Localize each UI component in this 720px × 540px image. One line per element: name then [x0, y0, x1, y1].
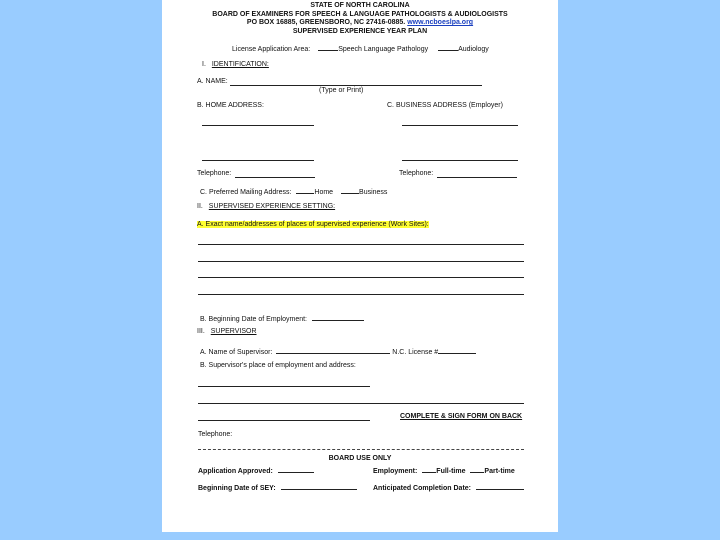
- home-address-line-1[interactable]: [202, 125, 314, 126]
- slp-checkbox-line[interactable]: [318, 43, 338, 51]
- employment-label: Employment:: [373, 468, 418, 475]
- completion-date-row: [373, 482, 524, 493]
- home-telephone-label: Telephone:: [197, 170, 232, 177]
- section3-title: SUPERVISOR: [210, 328, 257, 335]
- employment-row: [373, 465, 515, 476]
- application-approved-field[interactable]: [278, 465, 314, 473]
- name-field[interactable]: [230, 85, 482, 86]
- form-title: SUPERVISED EXPERIENCE YEAR PLAN: [292, 28, 428, 35]
- mailing-business-line[interactable]: [341, 186, 359, 194]
- mailing-business-option: Business: [359, 189, 388, 196]
- address-text: PO BOX 16885, GREENSBORO, NC 27416-0885.: [246, 19, 406, 26]
- application-approved-row: [198, 465, 314, 476]
- completion-date-field[interactable]: [476, 482, 524, 490]
- section1-number: I.: [202, 61, 206, 68]
- supervisor-telephone-label: Telephone:: [198, 431, 233, 438]
- part-time-line[interactable]: [470, 465, 484, 473]
- board-title: BOARD OF EXAMINERS FOR SPEECH & LANGUAGE PATHOLOGISTS & AUDIOLOGISTS: [212, 11, 508, 18]
- beginning-sey-row: [198, 482, 357, 493]
- worksite-line-4[interactable]: [198, 294, 524, 295]
- board-use-title: BOARD USE ONLY: [328, 455, 392, 462]
- supervisor-address-line-2[interactable]: [198, 403, 524, 404]
- website-link[interactable]: www.ncboeslpa.org: [407, 19, 474, 26]
- worksite-line-3[interactable]: [198, 277, 524, 278]
- section1-title: IDENTIFICATION:: [211, 61, 269, 68]
- application-approved-label: Application Approved:: [198, 468, 273, 475]
- nc-license-label: N.C. License #: [392, 349, 439, 356]
- board-address: [162, 19, 558, 27]
- section2-heading: [197, 203, 335, 211]
- part-time-option: Part-time: [484, 468, 515, 475]
- audiology-option: Audiology: [458, 46, 489, 53]
- license-area-row: [232, 43, 489, 54]
- section3-number: III.: [197, 328, 205, 335]
- home-telephone-field[interactable]: [235, 177, 315, 178]
- section3-heading: [197, 328, 257, 336]
- home-address-line-2[interactable]: [202, 160, 314, 161]
- supervisor-name-field[interactable]: [276, 346, 390, 354]
- name-hint: (Type or Print): [319, 87, 364, 94]
- section1-heading: [202, 61, 269, 69]
- supervisor-address-line-3[interactable]: [198, 420, 370, 421]
- beginning-date-field[interactable]: [312, 313, 364, 321]
- license-area-label: License Application Area:: [232, 46, 311, 53]
- business-address-line-2[interactable]: [402, 160, 518, 161]
- mailing-home-option: Home: [314, 189, 334, 196]
- state-title: STATE OF NORTH CAROLINA: [310, 2, 410, 9]
- mailing-address-row: [200, 186, 387, 197]
- worksite-line-1[interactable]: [198, 244, 524, 245]
- supervisor-name-label: A. Name of Supervisor:: [200, 349, 273, 356]
- supervisor-employment-label: B. Supervisor's place of employment and address:: [200, 362, 356, 369]
- beginning-date-row: [200, 313, 364, 324]
- completion-date-label: Anticipated Completion Date:: [373, 485, 472, 492]
- board-use-divider: [198, 449, 524, 450]
- beginning-date-label: B. Beginning Date of Employment:: [200, 316, 308, 323]
- worksite-line-2[interactable]: [198, 261, 524, 262]
- beginning-sey-field[interactable]: [281, 482, 357, 490]
- slp-option: Speech Language Pathology: [338, 46, 429, 53]
- complete-sign-note: COMPLETE & SIGN FORM ON BACK: [400, 413, 523, 420]
- mailing-home-line[interactable]: [296, 186, 314, 194]
- full-time-line[interactable]: [422, 465, 436, 473]
- worksites-label: [197, 221, 429, 229]
- nc-license-field[interactable]: [438, 346, 476, 354]
- business-telephone-field[interactable]: [437, 177, 517, 178]
- business-address-line-1[interactable]: [402, 125, 518, 126]
- section2-number: II.: [197, 203, 203, 210]
- name-label: A. NAME:: [197, 78, 228, 85]
- section2-title: SUPERVISED EXPERIENCE SETTING:: [208, 203, 336, 210]
- supervisor-name-row: [200, 346, 476, 357]
- full-time-option: Full-time: [436, 468, 466, 475]
- audiology-checkbox-line[interactable]: [438, 43, 458, 51]
- home-address-label: B. HOME ADDRESS:: [197, 102, 264, 109]
- business-telephone-label: Telephone:: [399, 170, 434, 177]
- supervisor-address-line-1[interactable]: [198, 386, 370, 387]
- worksites-highlight: A. Exact name/addresses of places of supervised experience (Work Sites):: [197, 221, 429, 228]
- beginning-sey-label: Beginning Date of SEY:: [198, 485, 276, 492]
- form-page: [162, 0, 558, 532]
- business-address-label: C. BUSINESS ADDRESS (Employer): [387, 102, 503, 109]
- mailing-address-label: C. Preferred Mailing Address:: [200, 189, 292, 196]
